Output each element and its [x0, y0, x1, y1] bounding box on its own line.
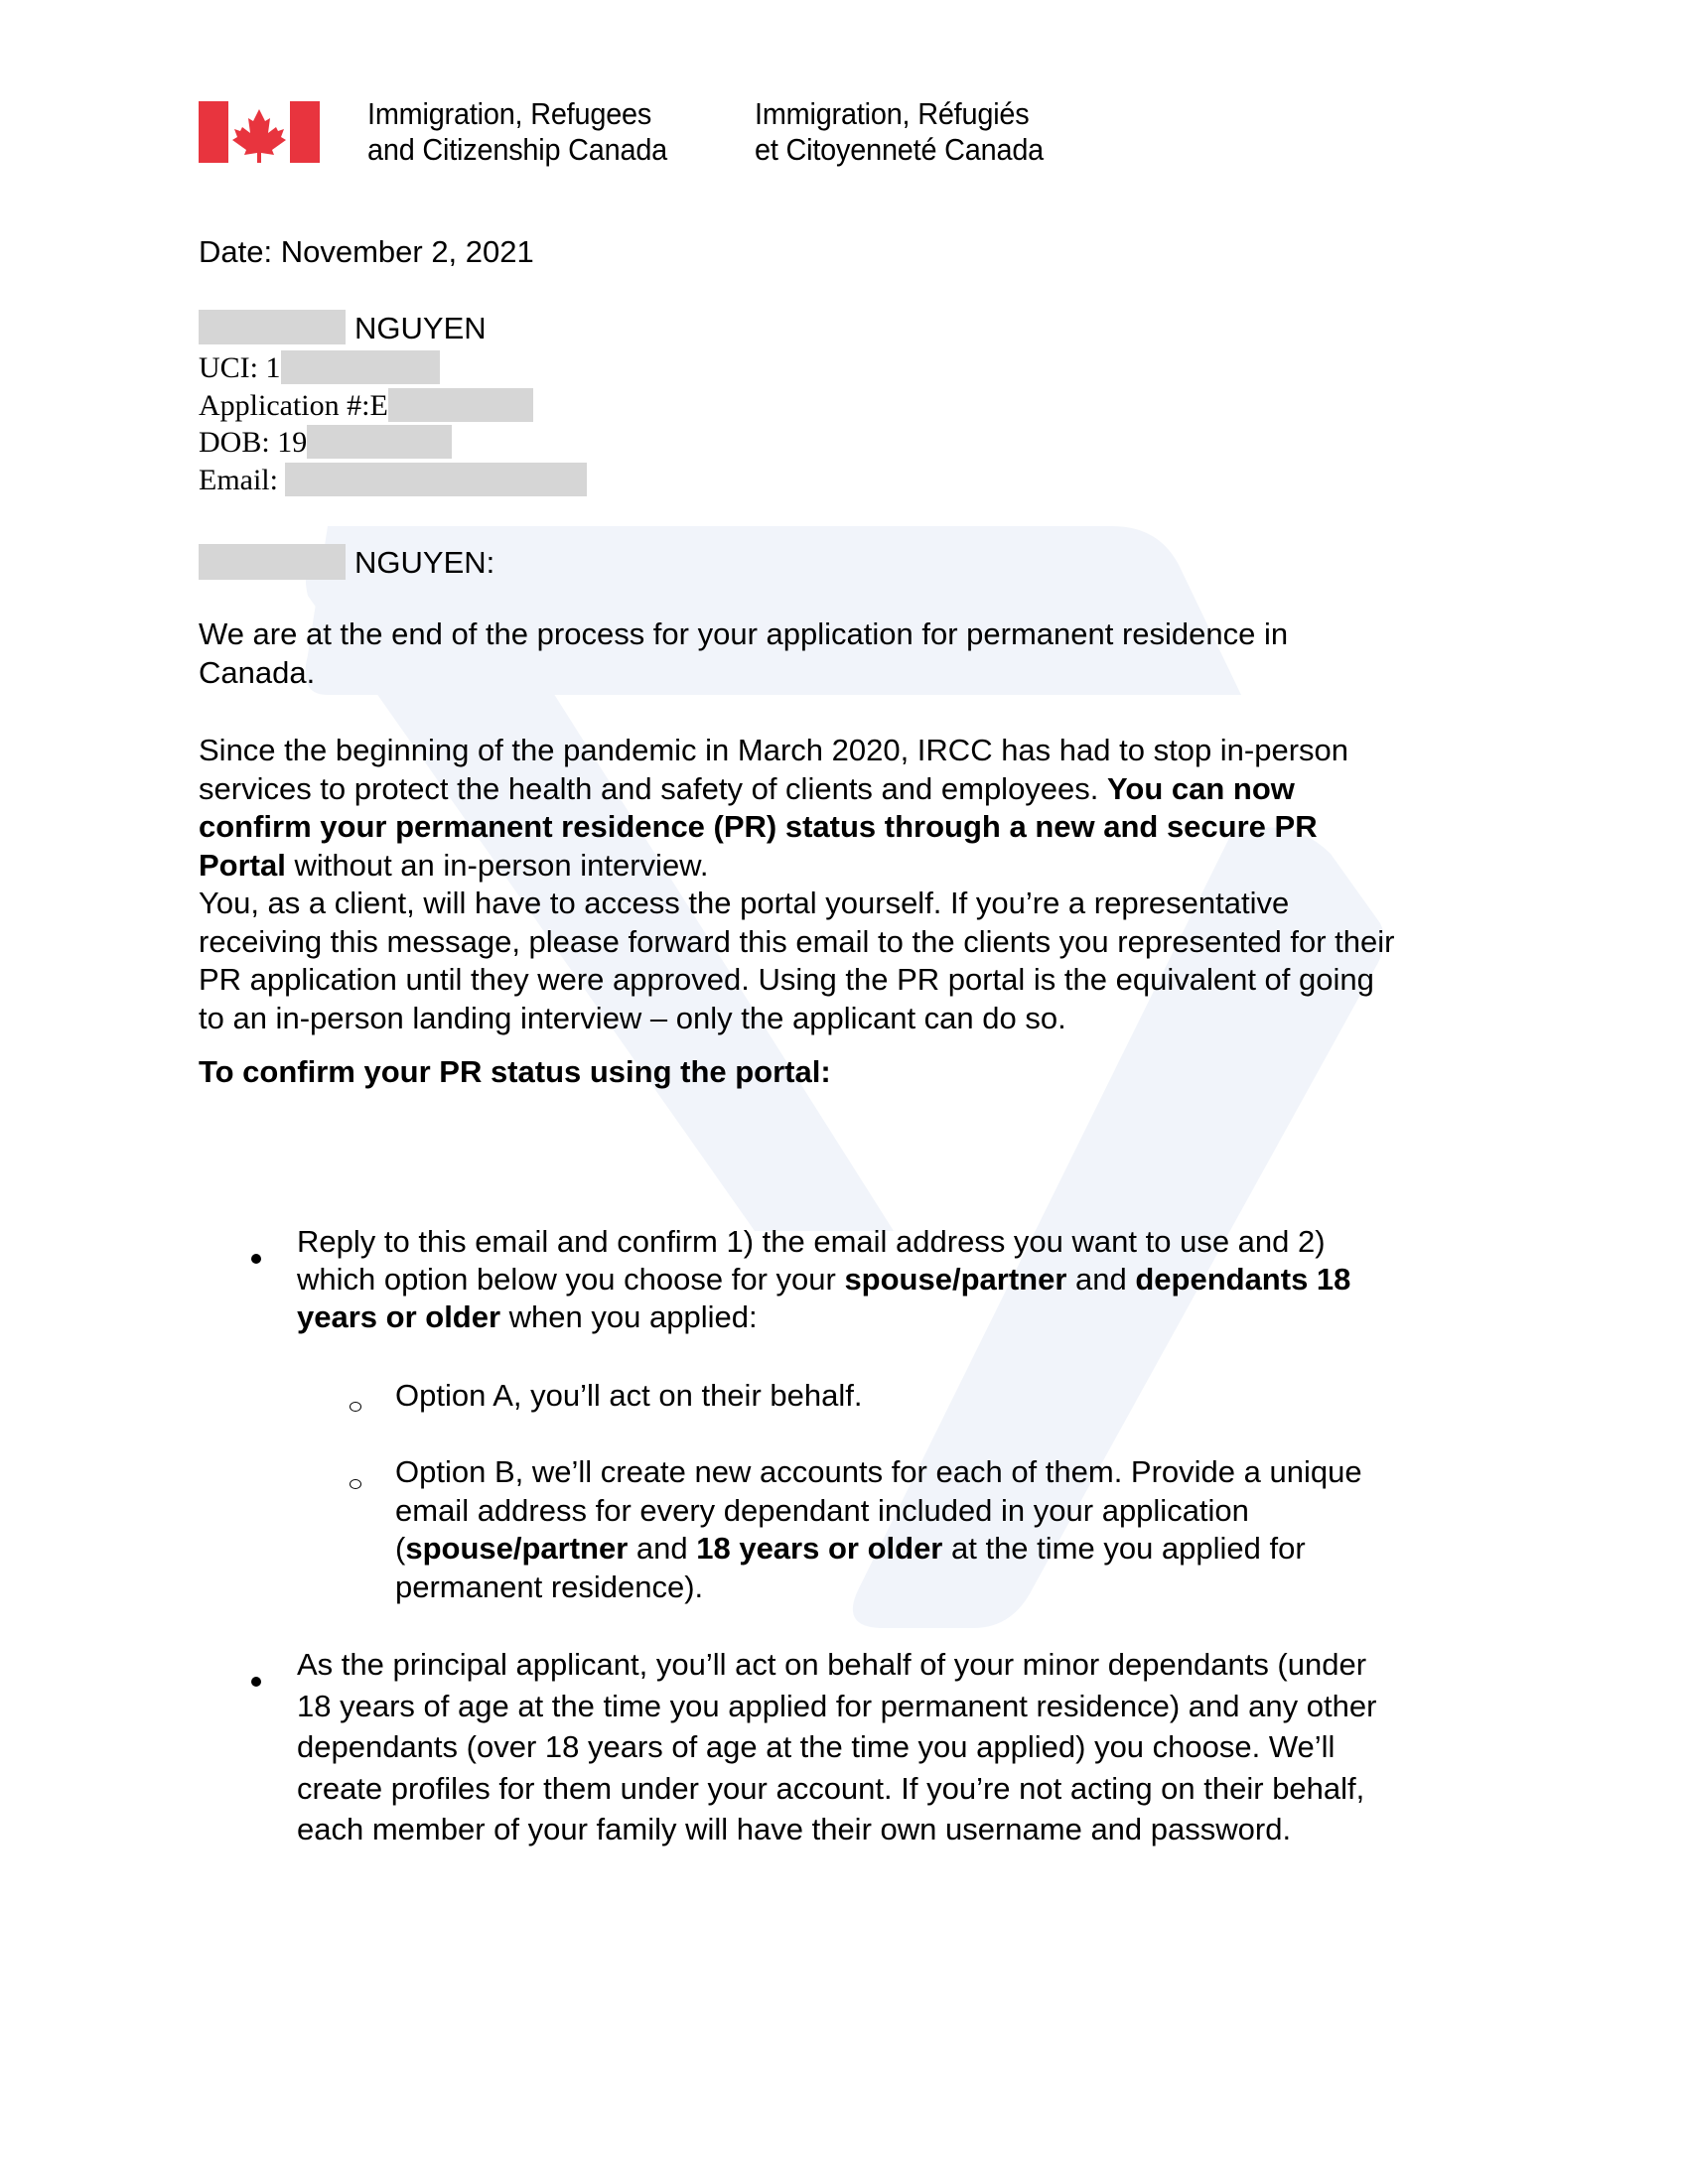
- dob-row: [199, 428, 452, 459]
- paragraph-pandemic: [199, 732, 1348, 885]
- paragraph-line: Since the beginning of the pandemic in March 2020, IRCC has had to stop in-person: [199, 733, 1349, 767]
- bullet-line: [297, 1298, 1350, 1336]
- bullet-text: [297, 1223, 1350, 1336]
- application-visible-prefix: E: [369, 389, 388, 422]
- redacted-uci: [281, 350, 440, 384]
- bullet-line: [395, 1530, 1362, 1569]
- bullet-line: permanent residence).: [395, 1569, 704, 1604]
- email-row: [199, 466, 587, 496]
- text-bold: dependants 18: [1135, 1262, 1351, 1297]
- paragraph-line: [199, 847, 1348, 886]
- text-bold: spouse/partner: [405, 1531, 629, 1566]
- application-number-row: [199, 391, 533, 422]
- sub-bullet-text: Option A, you’ll act on their behalf.: [395, 1378, 863, 1413]
- paragraph-line: [199, 770, 1348, 809]
- canada-flag-icon: [199, 101, 320, 163]
- text-bold: confirm your permanent residence (PR) status through a new and secure PR: [199, 809, 1318, 844]
- paragraph-line: PR application until they were approved. Using the PR portal is the equivalent of going: [199, 962, 1374, 997]
- uci-label: UCI:: [199, 351, 266, 384]
- paragraph-line: You, as a client, will have to access the portal yourself. If you’re a representative: [199, 886, 1290, 920]
- bullet-line: Reply to this email and confirm 1) the email address you want to use and 2): [297, 1224, 1326, 1259]
- bullet-text: [297, 1644, 1376, 1850]
- org-name-french-line1: Immigration, Réfugiés: [755, 96, 1030, 131]
- uci-row: [199, 353, 440, 384]
- dob-label: DOB:: [199, 426, 278, 459]
- bullet-line: Option B, we’ll create new accounts for each of them. Provide a unique: [395, 1454, 1362, 1489]
- salutation-surname: NGUYEN:: [354, 545, 495, 580]
- bullet-line: create profiles for them under your account. If you’re not acting on their behalf,: [297, 1770, 1365, 1806]
- section-heading: To confirm your PR status using the portal:: [199, 1054, 831, 1089]
- bullet-line: email address for every dependant included in your application: [395, 1492, 1249, 1528]
- bullet-dot-icon: [251, 1254, 261, 1264]
- text-normal: without an in-person interview.: [285, 847, 709, 883]
- text-bold: years or older: [297, 1299, 501, 1334]
- bullet-circle-icon: [350, 1479, 361, 1489]
- bullet-line: each member of your family will have their own username and password.: [297, 1812, 1292, 1846]
- dob-visible-digits: 19: [277, 426, 308, 459]
- text-normal: which option below you choose for your: [297, 1262, 845, 1297]
- redacted-application-number: [388, 388, 533, 422]
- recipient-name: [199, 310, 487, 345]
- paragraph-line: [199, 808, 1348, 847]
- redacted-given-name: [199, 310, 346, 344]
- paragraph-line: We are at the end of the process for your application for permanent residence in: [199, 616, 1289, 651]
- paragraph-line: receiving this message, please forward this email to the clients you represented for their: [199, 923, 1395, 959]
- recipient-surname: NGUYEN: [354, 311, 487, 345]
- bullet-line: [297, 1261, 1350, 1298]
- text-normal: and: [1066, 1262, 1136, 1297]
- email-label: Email:: [199, 464, 286, 496]
- org-name-english-line1: Immigration, Refugees: [367, 96, 652, 131]
- bullet-dot-icon: [251, 1677, 261, 1687]
- text-normal: (: [395, 1531, 406, 1566]
- redacted-dob: [307, 425, 452, 459]
- text-bold: spouse/partner: [844, 1262, 1067, 1297]
- bullet-line: 18 years of age at the time you applied for permanent residence) and any other: [297, 1688, 1377, 1723]
- uci-visible-digits: 1: [265, 351, 281, 384]
- paragraph-intro: [199, 615, 1288, 692]
- paragraph-line: Canada.: [199, 654, 316, 690]
- salutation: [199, 544, 495, 580]
- redacted-given-name: [199, 544, 346, 580]
- text-bold: You can now: [1107, 770, 1295, 806]
- text-bold: 18 years or older: [696, 1531, 943, 1566]
- bullet-line: dependants (over 18 years of age at the time you applied) you choose. We’ll: [297, 1729, 1336, 1764]
- text-bold: Portal: [199, 847, 286, 883]
- sub-bullet-text: [395, 1453, 1362, 1606]
- application-label: Application #:: [199, 389, 370, 422]
- paragraph-line: to an in-person landing interview – only the applicant can do so.: [199, 1000, 1066, 1035]
- bullet-circle-icon: [350, 1402, 361, 1412]
- text-normal: services to protect the health and safety of clients and employees.: [199, 770, 1108, 806]
- org-name-english-line2: and Citizenship Canada: [367, 132, 668, 167]
- letter-date: Date: November 2, 2021: [199, 234, 534, 269]
- org-name-french-line2: et Citoyenneté Canada: [755, 132, 1045, 167]
- text-normal: and: [628, 1531, 697, 1566]
- redacted-email: [285, 463, 587, 496]
- text-normal: when you applied:: [500, 1299, 758, 1334]
- org-name-english: [367, 96, 690, 168]
- paragraph-representative: [199, 885, 1394, 1037]
- bullet-line: As the principal applicant, you’ll act on behalf of your minor dependants (under: [297, 1647, 1367, 1682]
- text-normal: at the time you applied for: [942, 1531, 1306, 1566]
- org-name-french: [755, 96, 1065, 168]
